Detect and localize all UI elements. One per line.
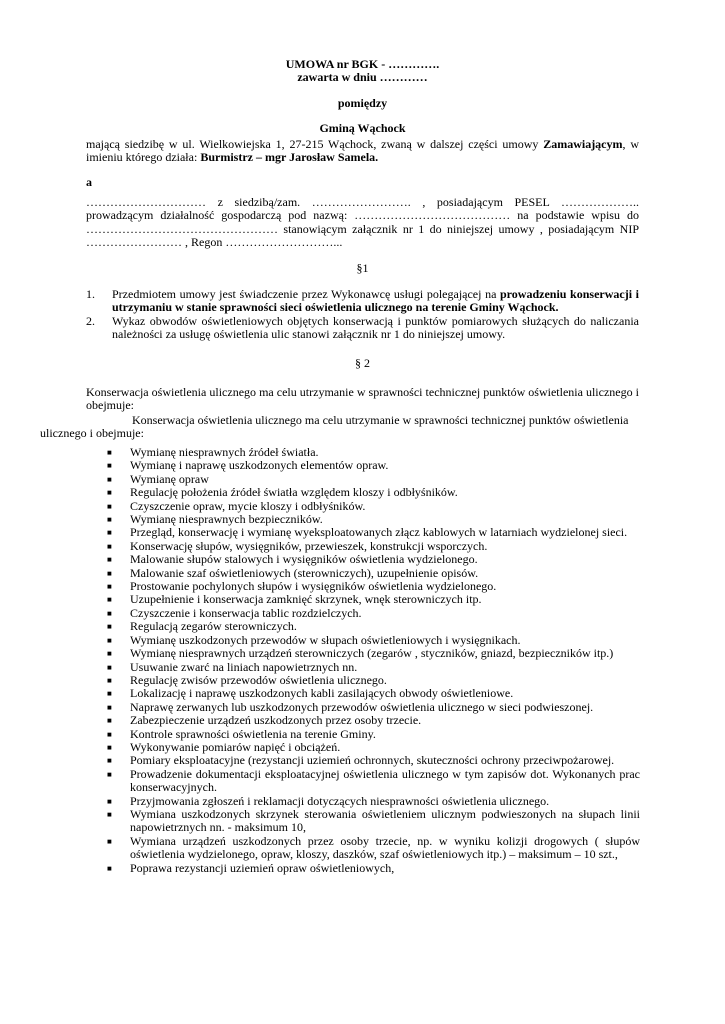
bullet-item — [107, 540, 640, 553]
bullet-item — [107, 795, 640, 808]
bullet-square-icon: ■ — [107, 541, 112, 551]
bullet-item-text: Malowanie szaf oświetleniowych (sterowniczych), uzupełnienie opisów. — [130, 565, 479, 580]
bullet-square-icon: ■ — [107, 461, 112, 471]
bullet-square-icon: ■ — [107, 756, 112, 766]
bullet-item-text: Konserwację słupów, wysięgników, przewieszek, konstrukcji wsporczych. — [130, 538, 488, 553]
bullet-item — [107, 701, 640, 714]
bullet-item-text: Wymiana urządzeń uszkodzonych przez osoby trzecie, np. w wyniku kolizji drogowych ( słupów oświetlenia wydzielonego, opraw, kloszy, daszków, szaf oświetleniowych itp.) – maksimum – 10 szt., — [130, 833, 640, 862]
bullet-square-icon: ■ — [107, 649, 112, 659]
bullet-square-icon: ■ — [107, 568, 112, 578]
bullet-square-icon: ■ — [107, 474, 112, 484]
contract-date-line: zawarta w dniu ………… — [297, 70, 428, 84]
bullet-square-icon: ■ — [107, 595, 112, 605]
bullet-item-text: Wymianę niesprawnych urządzeń sterowniczych (zegarów , styczników, gniazd, bezpieczników itp.) — [130, 646, 614, 661]
bullet-item — [107, 768, 640, 795]
bullet-item — [107, 647, 640, 660]
bullet-item — [107, 459, 640, 472]
bullet-square-icon: ■ — [107, 528, 112, 538]
bullet-item — [107, 687, 640, 700]
bullet-square-icon: ■ — [107, 488, 112, 498]
bullet-square-icon: ■ — [107, 675, 112, 685]
list-item-text: Wykaz obwodów oświetleniowych objętych konserwacją i punktów pomiarowych służących do naliczania należności za usługę oświetlenia ulic stanowi załącznik nr 1 do niniejszej umowy. — [112, 313, 639, 342]
bullet-item-text: Wymianę i naprawę uszkodzonych elementów opraw. — [130, 458, 389, 473]
bullet-item — [107, 526, 640, 539]
bullet-item-text: Regulacją zegarów sterowniczych. — [130, 619, 297, 634]
bullet-item — [107, 620, 640, 633]
party1-text2: , w imieniu którego działa: — [86, 137, 639, 165]
bullet-square-icon: ■ — [107, 501, 112, 511]
bullet-item-text: Prowadzenie dokumentacji eksploatacyjnej oświetlenia ulicznego w tym zapisów dot. Wykonanych prac konserwacyjnych. — [130, 766, 640, 795]
bullet-item — [107, 835, 640, 862]
list-item-bold: prowadzeniu konserwacji i utrzymaniu w stanie sprawności sieci oświetlenia ulicznego na terenie Gminy Wąchock. — [112, 287, 639, 315]
bullet-square-icon: ■ — [107, 608, 112, 618]
party1-description — [86, 138, 639, 165]
bullet-square-icon: ■ — [107, 836, 112, 846]
bullet-square-icon: ■ — [107, 742, 112, 752]
bullet-item-text: Regulację zwisów przewodów oświetlenia ulicznego. — [130, 672, 387, 687]
bullet-item — [107, 862, 640, 875]
between-label: pomiędzy — [337, 96, 388, 110]
bullet-item-text: Malowanie słupów stalowych i wysięgników oświetlenia wydzielonego. — [130, 552, 478, 567]
bullet-item-text: Uzupełnienie i konserwacja zamknięć skrzynek, wnęk sterowniczych itp. — [130, 592, 482, 607]
section1-list — [86, 288, 639, 342]
bullet-item — [107, 593, 640, 606]
bullet-item — [107, 513, 640, 526]
bullet-item-text: Wymianę niesprawnych źródeł światła. — [130, 445, 319, 459]
party1-representative: Burmistrz – mgr Jarosław Samela. — [200, 150, 379, 165]
bullet-square-icon: ■ — [107, 702, 112, 712]
bullet-item-text: Pomiary eksploatacyjne (rezystancji uziemień ochronnych, skuteczności ochrony przeciwpożarowej. — [130, 753, 615, 768]
bullet-square-icon: ■ — [107, 515, 112, 525]
section2-intro: Konserwacja oświetlenia ulicznego ma celu utrzymanie w sprawności technicznej punktów oświetlenia ulicznego i obejmuje: — [86, 385, 639, 413]
bullet-square-icon: ■ — [107, 716, 112, 726]
section2-heading: § 2 — [355, 356, 370, 370]
section2-intro-repeat — [40, 413, 639, 441]
bullet-item-text: Wymianę niesprawnych bezpieczników. — [130, 512, 323, 527]
bullet-item — [107, 567, 640, 580]
bullet-item — [107, 634, 640, 647]
list-item — [86, 288, 639, 315]
bullet-item-text: Zabezpieczenie urządzeń uszkodzonych przez osoby trzecie. — [130, 713, 422, 728]
bullet-item-text: Przegląd, konserwację i wymianę wyeksploatowanych złącz kablowych w latarniach wydzielonej sieci. — [130, 525, 628, 540]
bullet-item — [107, 661, 640, 674]
bullet-item — [107, 500, 640, 513]
bullet-item — [107, 580, 640, 593]
contract-title: UMOWA nr BGK - …………. — [285, 57, 440, 71]
bullet-item-text: Kontrole sprawności oświetlenia na terenie Gminy. — [130, 726, 376, 741]
list-item — [86, 315, 639, 342]
bullet-square-icon: ■ — [107, 863, 112, 873]
bullet-item — [107, 728, 640, 741]
bullet-item-text: Wymianę opraw — [130, 471, 209, 486]
bullet-square-icon: ■ — [107, 448, 112, 457]
list-item-text: Przedmiotem umowy jest świadczenie przez Wykonawcę usługi polegającej na — [112, 287, 500, 301]
bullet-item-text: Poprawa rezystancji uziemień opraw oświetleniowych, — [130, 860, 395, 875]
bullet-square-icon: ■ — [107, 662, 112, 672]
bullet-square-icon: ■ — [107, 622, 112, 632]
bullet-square-icon: ■ — [107, 689, 112, 699]
bullet-item-text: Prostowanie pochylonych słupów i wysięgników oświetlenia wydzielonego. — [130, 579, 497, 594]
bullet-square-icon: ■ — [107, 635, 112, 645]
section1-heading: §1 — [356, 261, 369, 275]
bullet-item-text: Czyszczenie i konserwacja tablic rozdzielczych. — [130, 605, 362, 620]
bullet-item-text: Wykonywanie pomiarów napięć i obciążeń. — [130, 739, 341, 754]
bullet-item — [107, 446, 640, 459]
bullet-square-icon: ■ — [107, 555, 112, 565]
bullet-item — [107, 674, 640, 687]
bullet-item-text: Czyszczenie opraw, mycie kloszy i odbłyśników. — [130, 498, 366, 513]
bullet-square-icon: ■ — [107, 809, 112, 819]
bullet-square-icon: ■ — [107, 796, 112, 806]
list-item-number: 2. — [86, 313, 95, 328]
bullet-item-text: Regulację położenia źródeł światła względem kloszy i odbłyśników. — [130, 485, 458, 500]
bullet-item-text: Usuwanie zwarć na liniach napowietrznych nn. — [130, 659, 358, 674]
bullet-item — [107, 607, 640, 620]
section2-intro-repeat-line2: ulicznego i obejmuje: — [40, 426, 144, 441]
bullet-item — [107, 808, 640, 835]
bullet-item — [107, 486, 640, 499]
party1-role: Zamawiającym — [543, 137, 623, 151]
bullet-item-text: Wymiana uszkodzonych skrzynek sterowania oświetleniem ulicznym podwieszonych na słupach linii napowietrznych nn. - maksimum 10, — [130, 806, 640, 835]
list-item-number: 1. — [86, 287, 95, 301]
section2-intro-repeat-line1: Konserwacja oświetlenia ulicznego ma celu utrzymanie w sprawności technicznej punktów oświetlenia — [132, 413, 629, 427]
party2-description: ………………………… z siedzibą/zam. ……………………. , posiadającym PESEL ……………….. prowadzącym działalność gospodarczą pod nazwą: ………………………………… na podstawie wpisu do ………………………………………… stanowiącym załącznik nr 1 do niniejszej umowy , posiadającym NIP …………………… , Regon ………………………... — [86, 195, 639, 250]
bullet-item — [107, 714, 640, 727]
bullet-square-icon: ■ — [107, 769, 112, 779]
bullet-item-text: Lokalizację i naprawę uszkodzonych kabli zasilających obwody oświetleniowe. — [130, 686, 514, 701]
section2-bullet-list — [107, 446, 640, 875]
party1-text: mającą siedzibę w ul. Wielkowiejska 1, 27-215 Wąchock, zwaną w dalszej części umowy — [86, 137, 544, 151]
bullet-item — [107, 741, 640, 754]
bullet-item — [107, 754, 640, 767]
conjunction: a — [86, 175, 92, 189]
bullet-item-text: Naprawę zerwanych lub uszkodzonych przewodów oświetlenia ulicznego w sieci podwieszonej. — [130, 699, 594, 714]
bullet-square-icon: ■ — [107, 582, 112, 592]
bullet-item — [107, 553, 640, 566]
bullet-item-text: Wymianę uszkodzonych przewodów w słupach oświetleniowych i wysięgnikach. — [130, 632, 521, 647]
party1-name: Gminą Wąchock — [319, 121, 406, 135]
bullet-item — [107, 473, 640, 486]
bullet-item-text: Przyjmowania zgłoszeń i reklamacji dotyczących niesprawności oświetlenia ulicznego. — [130, 793, 550, 808]
bullet-square-icon: ■ — [107, 729, 112, 739]
